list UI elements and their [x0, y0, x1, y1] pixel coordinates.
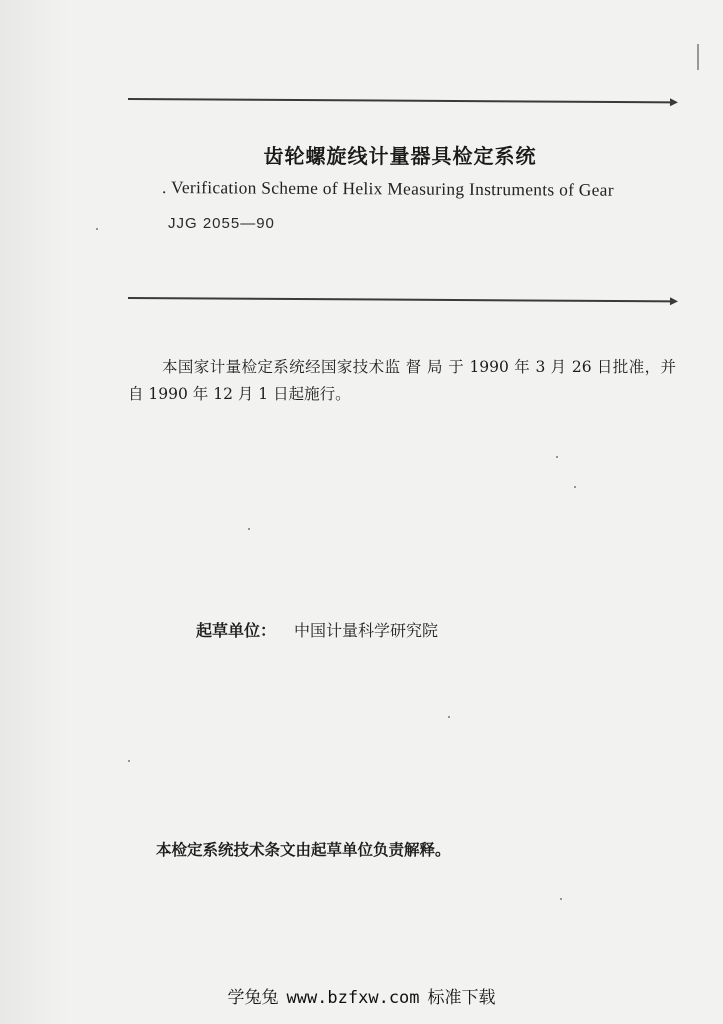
- chinese-title: 齿轮螺旋线计量器具检定系统: [263, 144, 537, 168]
- drafting-unit: [196, 618, 438, 641]
- standard-code: JJG 2055—90: [168, 215, 275, 232]
- top-arrow-rule: [128, 98, 672, 103]
- scan-speck: [96, 228, 98, 230]
- english-title: . Verification Scheme of Helix Measuring Instruments of Gear: [161, 177, 614, 200]
- scan-speck: [248, 528, 250, 530]
- scan-speck: [448, 716, 450, 718]
- site-name: 学兔兔: [227, 988, 279, 1008]
- interpretation-statement: 本检定系统技术条文由起草单位负责解释。: [156, 841, 451, 859]
- scan-speck: [128, 760, 130, 762]
- drafting-unit-value: 中国计量科学研究院: [294, 621, 439, 640]
- scan-mark: [697, 44, 699, 70]
- scan-edge-shadow: [0, 0, 70, 1024]
- watermark-footer: [0, 983, 723, 1008]
- approval-statement: 本国家计量检定系统经国家技术监 督 局 于 1990 年 3 月 26 日批准，并自 1990 年 12 月 1 日起施行。: [128, 358, 676, 403]
- scan-speck: [556, 456, 558, 458]
- site-url[interactable]: www.bzfxw.com: [286, 988, 420, 1008]
- bottom-arrow-rule: [128, 297, 672, 302]
- drafting-unit-label: 起草单位：: [196, 621, 277, 640]
- scan-speck: [574, 486, 576, 488]
- site-slogan: 标准下载: [427, 988, 496, 1008]
- scan-speck: [560, 898, 562, 900]
